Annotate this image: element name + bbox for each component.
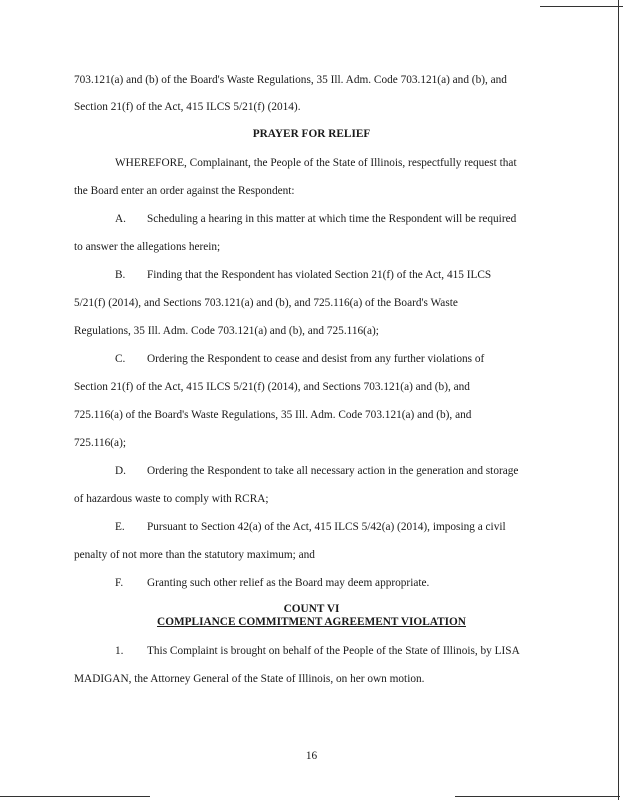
item-label: D.: [115, 465, 126, 477]
item-line: Granting such other relief as the Board may deem appropriate.: [147, 577, 430, 589]
item-line: Regulations, 35 Ill. Adm. Code 703.121(a) and (b), and 725.116(a);: [74, 325, 379, 337]
item-label: F.: [115, 577, 124, 589]
item-line: 725.116(a);: [74, 437, 126, 449]
page-number: 16: [305, 750, 318, 762]
item-line: 725.116(a) of the Board's Waste Regulations, 35 Ill. Adm. Code 703.121(a) and (b), and: [74, 409, 472, 421]
bottom-rule-right: [455, 796, 620, 797]
item-label: C.: [115, 353, 126, 365]
item-label: B.: [115, 269, 126, 281]
bottom-rule: [0, 796, 150, 797]
item-label: E.: [115, 521, 125, 533]
item-line: Scheduling a hearing in this matter at which time the Respondent will be required: [147, 213, 517, 225]
item-line: Ordering the Respondent to take all necessary action in the generation and storage: [147, 465, 519, 477]
prayer-heading: PRAYER FOR RELIEF: [252, 128, 371, 140]
top-corner-rule: [540, 6, 623, 7]
item-line: Ordering the Respondent to cease and desist from any further violations of: [147, 353, 485, 365]
item-line: penalty of not more than the statutory maximum; and: [74, 549, 315, 561]
prayer-intro-line-1: WHEREFORE, Complainant, the People of the State of Illinois, respectfully request that: [115, 157, 517, 169]
paragraph-line: MADIGAN, the Attorney General of the State of Illinois, on her own motion.: [74, 673, 425, 685]
prayer-intro-line-2: the Board enter an order against the Respondent:: [74, 185, 295, 197]
item-line: Section 21(f) of the Act, 415 ILCS 5/21(f) (2014), and Sections 703.121(a) and (b), and: [74, 381, 470, 393]
count-subheading: COMPLIANCE COMMITMENT AGREEMENT VIOLATION: [157, 616, 466, 628]
item-line: Finding that the Respondent has violated Section 21(f) of the Act, 415 ILCS: [147, 269, 492, 281]
item-line: to answer the allegations herein;: [74, 241, 221, 253]
right-edge-rule: [618, 0, 619, 800]
continued-text-line-1: 703.121(a) and (b) of the Board's Waste Regulations, 35 Ill. Adm. Code 703.121(a) and (b), and: [74, 74, 507, 86]
continued-text-line-2: Section 21(f) of the Act, 415 ILCS 5/21(f) (2014).: [74, 101, 301, 113]
item-line: 5/21(f) (2014), and Sections 703.121(a) and (b), and 725.116(a) of the Board's Waste: [74, 297, 458, 309]
paragraph-line: This Complaint is brought on behalf of the People of the State of Illinois, by LISA: [147, 645, 520, 657]
count-heading: COUNT VI: [283, 603, 340, 615]
item-line: of hazardous waste to comply with RCRA;: [74, 493, 269, 505]
paragraph-number: 1.: [115, 645, 124, 657]
item-line: Pursuant to Section 42(a) of the Act, 415 ILCS 5/42(a) (2014), imposing a civil: [147, 521, 506, 533]
item-label: A.: [115, 213, 126, 225]
